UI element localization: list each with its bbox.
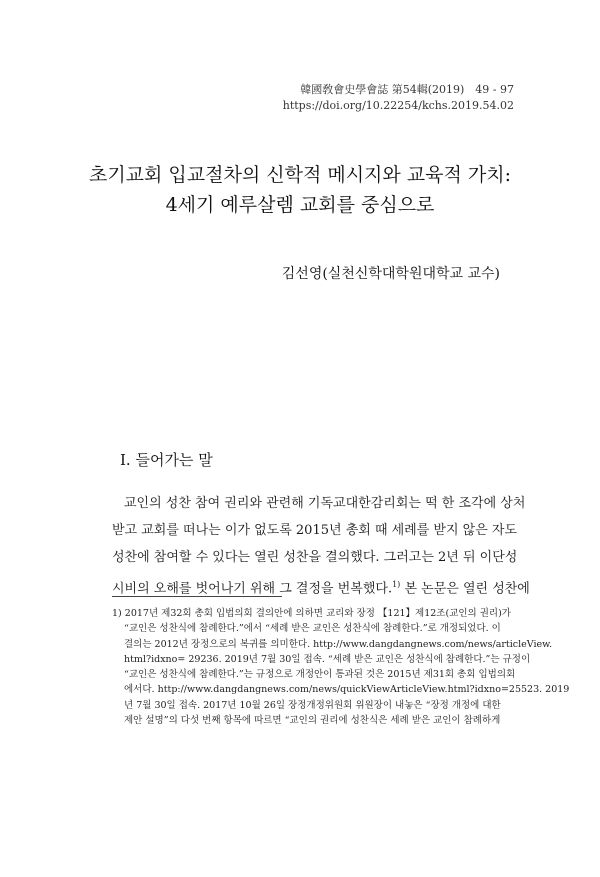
body-line <box>112 571 530 602</box>
running-header <box>283 82 514 114</box>
doi-link[interactable]: https://doi.org/10.22254/kchs.2019.54.02 <box>282 99 514 112</box>
title-line-1: 초기교회 입교절차의 신학적 메시지와 교육적 가치: <box>88 164 512 186</box>
footnote-line: “교인은 성찬식에 참례한다.”는 규정으로 개정안이 통과된 것은 2015년 제31회 총회 입법의회 <box>124 669 516 681</box>
footnote-line: 년 7월 30일 접속. 2017년 10월 26일 장정개정위원회 위원장이 내놓은 “장정 개정에 대한 <box>124 699 501 711</box>
footnote-ref[interactable]: 1) <box>392 580 401 589</box>
footnote-divider <box>112 596 282 597</box>
body-line-text: 본 논문은 열린 성찬에 <box>400 581 530 597</box>
title-line-2: 4세기 예루살렘 교회를 중심으로 <box>165 194 435 216</box>
footnote-line: “교인은 성찬식에 참례한다.”에서 “세례 받은 교인은 성찬식에 참례한다.”로 개정되었다. 이 <box>124 623 501 635</box>
footnote <box>112 606 570 728</box>
footnote-line: 1) 2017년 제32회 총회 입법의회 결의안에 의하면 교리와 장정 【121】제12조(교인의 권리)가 <box>112 608 511 619</box>
journal-citation: 韓國敎會史學會誌 第54輯(2019) 49 - 97 <box>300 83 514 96</box>
body-line-text: 시비의 오해를 벗어나기 위해 그 결정을 번복했다. <box>112 581 393 597</box>
footnote-line: 제안 설명”의 다섯 번째 항목에 따르면 “교인의 권리에 성찬식은 세례 받은 교인이 참례하게 <box>124 715 501 727</box>
footnote-line: 결의는 2012년 장정으로의 복귀를 의미한다. http://www.dangdangnews.com/news/articleView. <box>124 638 553 650</box>
body-line: 성찬에 참여할 수 있다는 열린 성찬을 결의했다. 그러고는 2년 뒤 이단성 <box>112 550 518 565</box>
author-affiliation: 김선영(실천신학대학원대학교 교수) <box>281 266 500 282</box>
footnote-line: 에서다. http://www.dangdangnews.com/news/quickViewArticleView.html?idxno=25523. 2019 <box>124 684 570 696</box>
body-paragraph <box>112 490 530 602</box>
body-line: 교인의 성찬 참여 권리와 관련해 기독교대한감리회는 떡 한 조각에 상처 <box>124 496 526 511</box>
footnote-line: html?idxno= 29236. 2019년 7월 30일 접속. “세례 받은 교인은 성찬식에 참례한다.”는 규정이 <box>124 653 531 665</box>
section-heading: I. 들어가는 말 <box>120 451 213 469</box>
body-line: 받고 교회를 떠나는 이가 없도록 2015년 총회 때 세례를 받지 않은 자도 <box>112 523 518 538</box>
article-title <box>0 160 600 220</box>
